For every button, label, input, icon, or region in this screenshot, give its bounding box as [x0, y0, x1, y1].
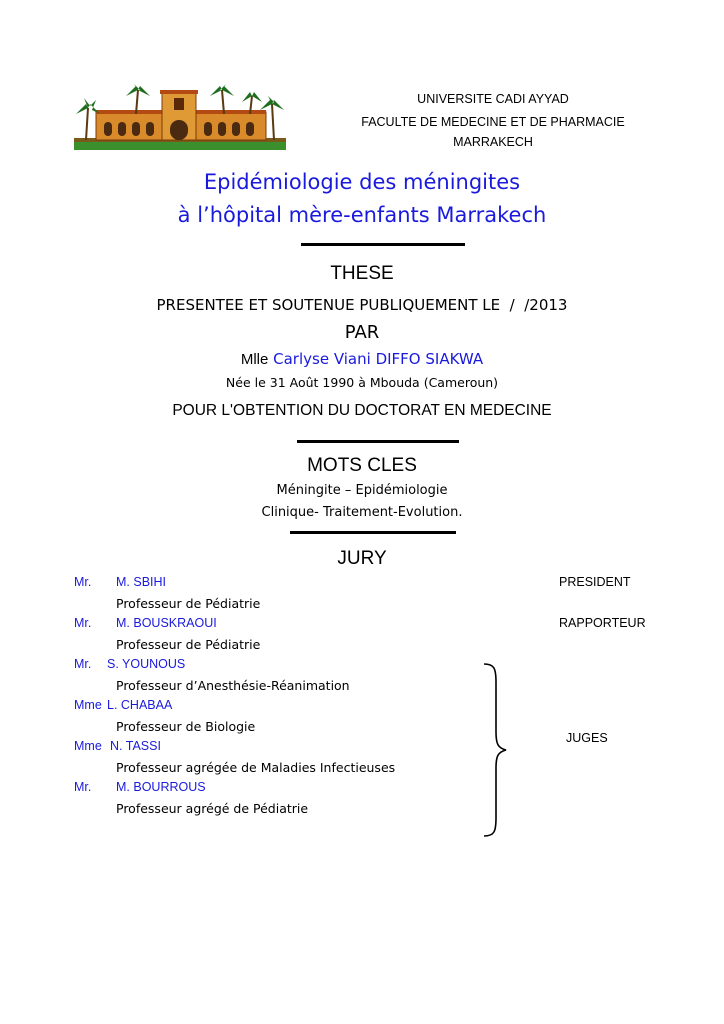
- keywords-heading: MOTS CLES: [307, 455, 417, 476]
- author-line: [0, 350, 724, 368]
- thesis-title-line-1: Epidémiologie des méningites: [203, 170, 521, 194]
- par-label: PAR: [344, 322, 380, 343]
- jury-member-prefix: Mr.: [74, 575, 92, 589]
- jury-member-role: PRESIDENT: [559, 575, 631, 589]
- thesis-title-line-2: à l’hôpital mère-enfants Marrakech: [177, 203, 547, 227]
- jury-member-name: M. BOURROUS: [116, 780, 206, 794]
- author-prefix: Mlle: [240, 351, 269, 368]
- degree-line: POUR L'OBTENTION DU DOCTORAT EN MEDECINE: [172, 402, 552, 419]
- jury-member-title: Professeur de Biologie: [116, 719, 256, 734]
- jury-member-name: L. CHABAA: [107, 698, 173, 712]
- jury-member-name: M. SBIHI: [116, 575, 167, 589]
- jury-member-prefix: Mr.: [74, 780, 92, 794]
- judges-label: JUGES: [566, 731, 608, 745]
- faculty-name: FACULTE DE MEDECINE ET DE PHARMACIE: [361, 115, 625, 129]
- keywords-line-1: Méningite – Epidémiologie: [276, 483, 448, 498]
- city-name: MARRAKECH: [453, 135, 533, 149]
- jury-member-title: Professeur agrégée de Maladies Infectieuses: [116, 760, 396, 775]
- jury-member-name: M. BOUSKRAOUI: [116, 616, 217, 630]
- jury-member-title: Professeur d’Anesthésie-Réanimation: [116, 678, 350, 693]
- judges-brace: [480, 662, 510, 838]
- jury-member-title: Professeur de Pédiatrie: [116, 596, 261, 611]
- jury-member-role: RAPPORTEUR: [559, 616, 646, 630]
- university-name: UNIVERSITE CADI AYYAD: [417, 92, 569, 106]
- jury-member-title: Professeur agrégé de Pédiatrie: [116, 801, 309, 816]
- jury-member-name: N. TASSI: [110, 739, 161, 753]
- birth-info: Née le 31 Août 1990 à Mbouda (Cameroun): [225, 375, 499, 390]
- jury-member-prefix: Mr.: [74, 616, 92, 630]
- keywords-line-2: Clinique- Traitement-Evolution.: [261, 505, 463, 520]
- jury-member-prefix: Mr.: [74, 657, 92, 671]
- jury-member-prefix: Mme: [74, 739, 102, 753]
- divider-2: [297, 440, 459, 443]
- jury-heading: JURY: [337, 548, 387, 569]
- divider-1: [301, 243, 465, 246]
- divider-3: [290, 531, 456, 534]
- presentation-line: PRESENTEE ET SOUTENUE PUBLIQUEMENT LE / /2013: [156, 296, 568, 314]
- jury-member-title: Professeur de Pédiatrie: [116, 637, 261, 652]
- author-name: Carlyse Viani DIFFO SIAKWA: [273, 350, 484, 368]
- faculty-logo: [74, 84, 286, 150]
- these-heading: THESE: [330, 263, 394, 284]
- jury-member-name: S. YOUNOUS: [107, 657, 186, 671]
- jury-member-prefix: Mme: [74, 698, 102, 712]
